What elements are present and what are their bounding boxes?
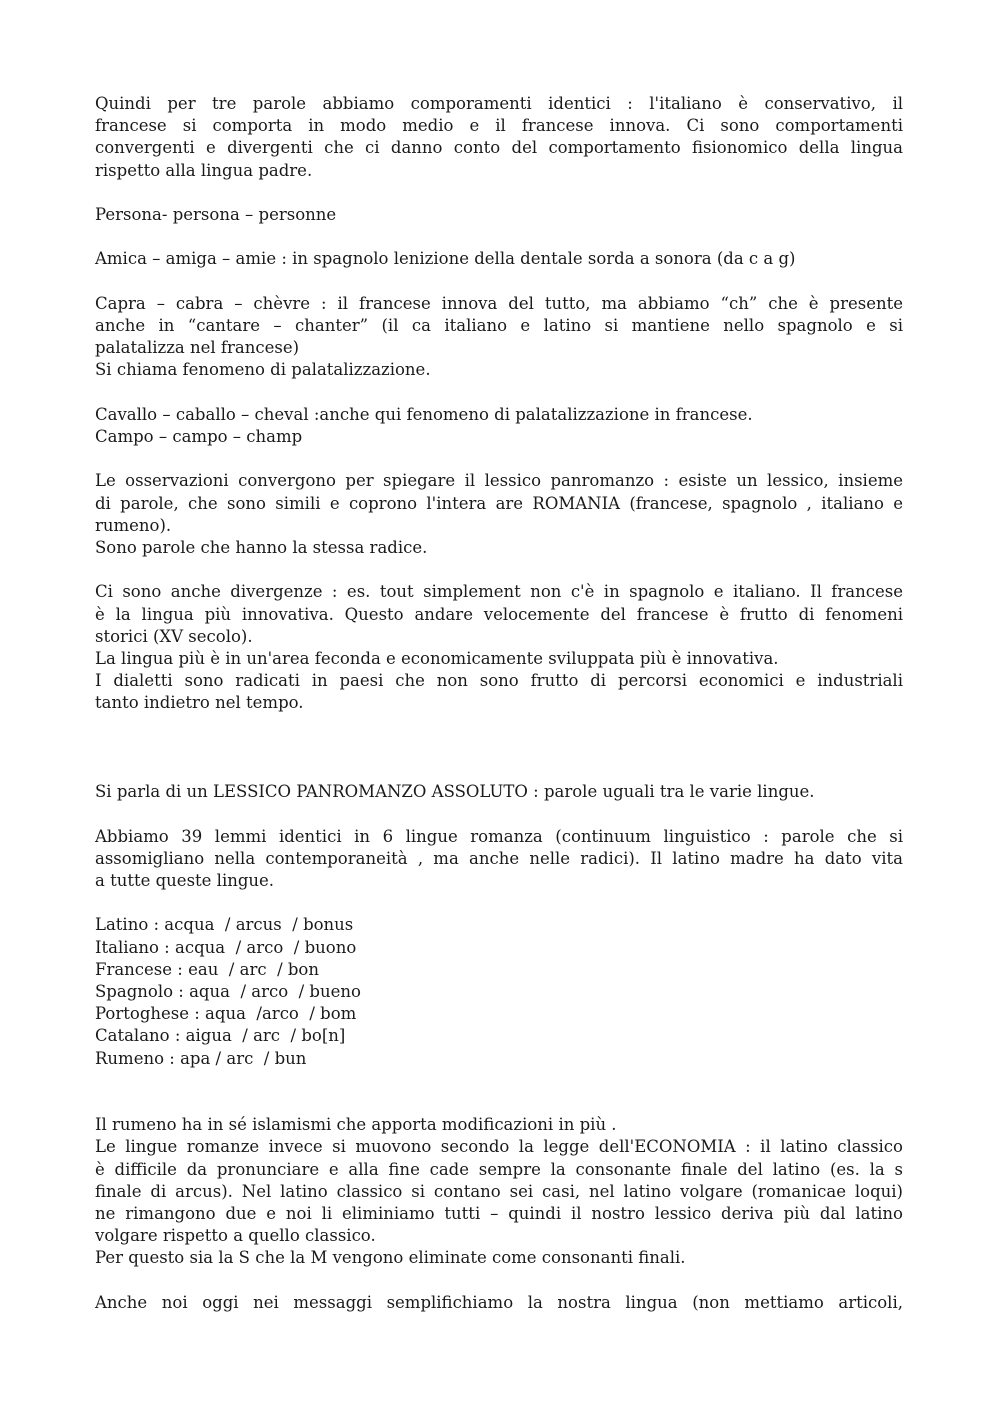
text-line: Il rumeno ha in sé islamismi che apporta modificazioni in più . [95, 1115, 617, 1135]
text-line: francese si comporta in modo medio e il francese innova. Ci sono comportamenti [95, 116, 903, 136]
paragraph-amica [95, 248, 903, 270]
text-line: Campo – campo – champ [95, 426, 303, 446]
paragraph-persona [95, 204, 903, 226]
list-item: Latino : acqua / arcus / bonus [95, 915, 354, 935]
list-item: Portoghese : aqua /arco / bom [95, 1004, 357, 1024]
language-word-list [95, 914, 903, 1069]
text-line: Amica – amiga – amie : in spagnolo lenizione della dentale sorda a sonora (da c a g) [95, 249, 796, 269]
text-line: tanto indietro nel tempo. [95, 693, 304, 713]
text-line: convergenti e divergenti che ci danno conto del comportamento fisionomico della lingua [95, 138, 903, 158]
text-line: a tutte queste lingue. [95, 870, 275, 890]
list-item: Spagnolo : aqua / arco / bueno [95, 981, 361, 1001]
text-line: I dialetti sono radicati in paesi che non sono frutto di percorsi economici e industriali [95, 671, 903, 691]
paragraph-lemmi [95, 826, 903, 893]
text-line: palatalizza nel francese) [95, 338, 300, 358]
text-line: Abbiamo 39 lemmi identici in 6 lingue romanza (continuum linguistico : parole che si [95, 826, 903, 846]
paragraph-capra [95, 293, 903, 382]
list-item: Rumeno : apa / arc / bun [95, 1048, 307, 1068]
spacer [95, 737, 903, 781]
paragraph-cavallo [95, 404, 903, 448]
text-line: Per questo sia la S che la M vengono eliminate come consonanti finali. [95, 1248, 686, 1268]
text-line: Si chiama fenomeno di palatalizzazione. [95, 360, 431, 380]
paragraph-messaggi [95, 1292, 903, 1314]
text-line: ne rimangono due e noi li eliminiamo tutti – quindi il nostro lessico deriva più dal latino [95, 1203, 903, 1223]
list-item: Catalano : aigua / arc / bo[n] [95, 1026, 346, 1046]
paragraph-lessico-panromanzo [95, 470, 903, 559]
text-line: anche in “cantare – chanter” (il ca italiano e latino si mantiene nello spagnolo e si [95, 315, 903, 335]
text-line: è difficile da pronunciare e alla fine cade sempre la consonante finale del latino (es. la s [95, 1159, 903, 1179]
list-item: Francese : eau / arc / bon [95, 959, 319, 979]
text-line: Persona- persona – personne [95, 205, 337, 224]
text-line: rumeno). [95, 515, 172, 535]
paragraph-comportamenti [95, 93, 903, 182]
text-line: è la lingua più innovativa. Questo andare velocemente del francese è frutto di fenomeni [95, 604, 903, 624]
text-line: Capra – cabra – chèvre : il francese innova del tutto, ma abbiamo “ch” che è presente [95, 293, 903, 313]
text-line: Ci sono anche divergenze : es. tout simplement non c'è in spagnolo e italiano. Il francese [95, 582, 903, 602]
text-line: volgare rispetto a quello classico. [95, 1226, 376, 1246]
text-line: Quindi per tre parole abbiamo comporamenti identici : l'italiano è conservativo, il [95, 94, 903, 113]
document-page [95, 93, 903, 1336]
text-line: Cavallo – caballo – cheval :anche qui fenomeno di palatalizzazione in francese. [95, 404, 753, 424]
text-line: rispetto alla lingua padre. [95, 160, 313, 180]
paragraph-divergenze [95, 581, 903, 714]
text-line: storici (XV secolo). [95, 626, 253, 646]
text-line: Si parla di un LESSICO PANROMANZO ASSOLUTO : parole uguali tra le varie lingue. [95, 782, 815, 802]
spacer [95, 1092, 903, 1114]
text-line: La lingua più è in un'area feconda e economicamente sviluppata più è innovativa. [95, 648, 779, 668]
text-line: di parole, che sono simili e coprono l'intera are ROMANIA (francese, spagnolo , italiano e [95, 493, 903, 513]
paragraph-lessico-assoluto [95, 781, 903, 803]
list-item: Italiano : acqua / arco / buono [95, 937, 357, 957]
paragraph-rumeno-economia [95, 1114, 903, 1269]
text-line: Anche noi oggi nei messaggi semplifichiamo la nostra lingua (non mettiamo articoli, [95, 1292, 903, 1312]
text-line: assomigliano nella contemporaneità , ma anche nelle radici). Il latino madre ha dato vita [95, 848, 903, 868]
text-line: Sono parole che hanno la stessa radice. [95, 537, 428, 557]
text-line: Le lingue romanze invece si muovono secondo la legge dell'ECONOMIA : il latino classico [95, 1137, 903, 1157]
text-line: finale di arcus). Nel latino classico si contano sei casi, nel latino volgare (romanicae loqui) [95, 1181, 903, 1201]
text-line: Le osservazioni convergono per spiegare il lessico panromanzo : esiste un lessico, insieme [95, 471, 903, 491]
